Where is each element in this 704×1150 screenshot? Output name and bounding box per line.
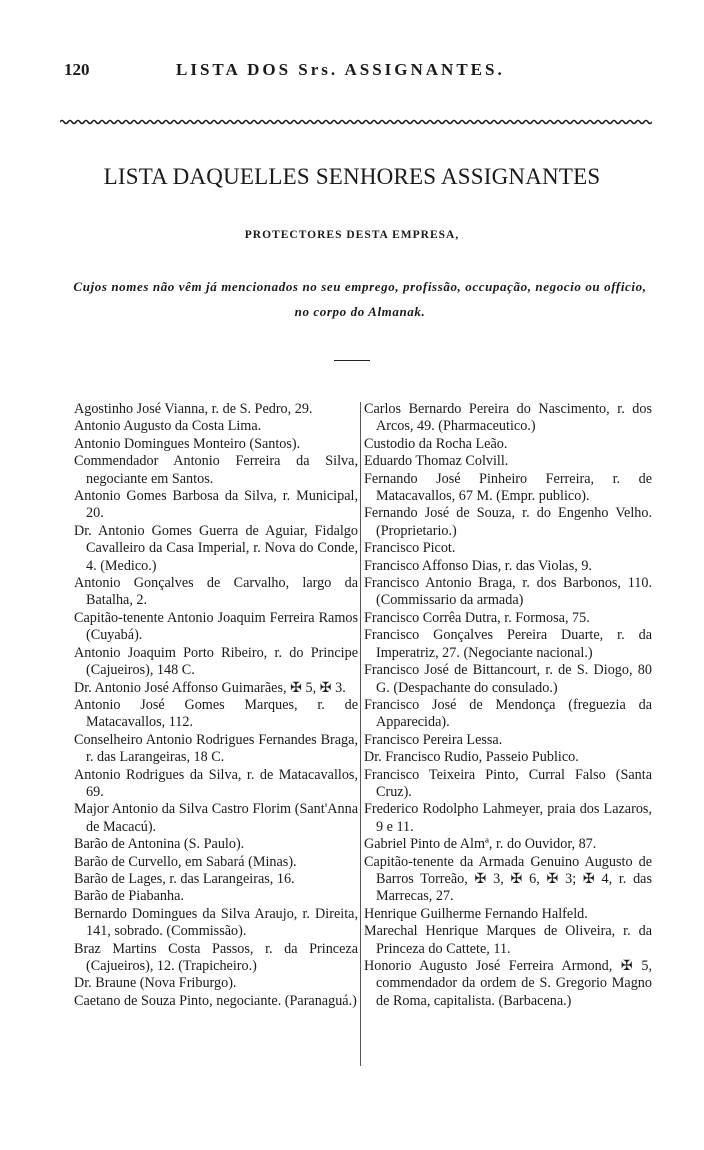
list-entry: Antonio Gonçalves de Carvalho, largo da Batalha, 2. <box>74 575 358 609</box>
right-column <box>364 401 652 1010</box>
list-entry: Bernardo Domingues da Silva Araujo, r. Direita, 141, sobrado. (Commissão). <box>74 905 358 940</box>
list-entry: Dr. Antonio José Affonso Guimarães, ✠ 5, ✠ 3. <box>74 679 346 696</box>
list-entry: Antonio Domingues Monteiro (Santos). <box>74 435 301 452</box>
list-entry: Francisco José de Mendonça (freguezia da Apparecida). <box>364 696 652 731</box>
column-divider <box>360 402 361 1066</box>
list-entry: Gabriel Pinto de Almª, r. do Ouvidor, 87. <box>364 836 597 853</box>
running-title: LISTA DOS Srs. ASSIGNANTES. <box>176 60 505 79</box>
list-entry: Antonio Gomes Barbosa da Silva, r. Municipal, 20. <box>74 488 358 522</box>
list-entry: Barão de Lages, r. das Larangeiras, 16. <box>74 870 295 887</box>
list-entry: Antonio Rodrigues da Silva, r. de Matacavallos, 69. <box>74 766 358 800</box>
list-entry: Barão de Curvello, em Sabará (Minas). <box>74 853 297 870</box>
list-entry: Fernando José de Souza, r. do Engenho Velho. (Proprietario.) <box>364 505 652 539</box>
list-entry: Major Antonio da Silva Castro Florim (Sant'Anna de Macacú). <box>74 801 358 835</box>
list-entry: Francisco Pereira Lessa. <box>364 731 503 748</box>
list-entry: Frederico Rodolpho Lahmeyer, praia dos Lazaros, 9 e 11. <box>364 801 652 835</box>
short-rule <box>334 360 370 361</box>
list-entry: Francisco José de Bittancourt, r. de S. Diogo, 80 G. (Despachante do consulado.) <box>364 662 652 696</box>
left-column <box>74 401 358 1010</box>
list-entry: Honorio Augusto José Ferreira Armond, ✠ 5, commendador da ordem de S. Gregorio Magno de Roma, capitalista. (Barbacena.) <box>364 958 652 1009</box>
running-head <box>64 60 654 84</box>
list-entry: Marechal Henrique Marques de Oliveira, r. da Princeza do Cattete, 11. <box>364 923 652 957</box>
list-entry: Fernando José Pinheiro Ferreira, r. de Matacavallos, 67 M. (Empr. publico). <box>364 470 652 505</box>
list-entry: Braz Martins Costa Passos, r. da Princeza (Cajueiros), 12. (Trapicheiro.) <box>74 940 358 974</box>
list-entry: Barão de Piabanha. <box>74 888 184 905</box>
ornamental-rule <box>60 118 652 126</box>
list-entry: Francisco Antonio Braga, r. dos Barbonos, 110. (Commissario da armada) <box>364 575 652 609</box>
list-entry: Antonio Joaquim Porto Ribeiro, r. do Principe (Cajueiros), 148 C. <box>74 644 358 679</box>
list-entry: Capitão-tenente Antonio Joaquim Ferreira Ramos (Cuyabá). <box>74 609 358 644</box>
list-entry: Dr. Francisco Rudio, Passeio Publico. <box>364 749 579 766</box>
list-entry: Commendador Antonio Ferreira da Silva, negociante em Santos. <box>74 453 358 487</box>
list-entry: Francisco Corrêa Dutra, r. Formosa, 75. <box>364 609 590 626</box>
list-entry: Carlos Bernardo Pereira do Nascimento, r. dos Arcos, 49. (Pharmaceutico.) <box>364 401 652 435</box>
list-entry: Francisco Gonçalves Pereira Duarte, r. da Imperatriz, 27. (Negociante nacional.) <box>364 627 652 661</box>
list-entry: Dr. Braune (Nova Friburgo). <box>74 975 237 992</box>
list-entry: Eduardo Thomaz Colvill. <box>364 453 509 470</box>
introductory-note: Cujos nomes não vêm já mencionados no seu emprego, profissão, occupação, negocio ou officio, no corpo do Almanak. <box>73 279 647 319</box>
page-number: 120 <box>64 60 90 79</box>
list-entry: Caetano de Souza Pinto, negociante. (Paranaguá.) <box>74 992 357 1009</box>
list-entry: Antonio Augusto da Costa Lima. <box>74 418 262 435</box>
list-title: LISTA DAQUELLES SENHORES ASSIGNANTES <box>103 164 601 189</box>
list-entry: Antonio José Gomes Marques, r. de Matacavallos, 112. <box>74 696 358 731</box>
list-entry: Henrique Guilherme Fernando Halfeld. <box>364 905 588 922</box>
list-entry: Custodio da Rocha Leão. <box>364 435 508 452</box>
subtitle: PROTECTORES DESTA EMPRESA, <box>244 229 460 241</box>
list-entry: Francisco Teixeira Pinto, Curral Falso (Santa Cruz). <box>364 766 652 800</box>
list-entry: Francisco Affonso Dias, r. das Violas, 9. <box>364 557 592 574</box>
list-entry: Agostinho José Vianna, r. de S. Pedro, 29. <box>74 401 313 417</box>
list-entry: Conselheiro Antonio Rodrigues Fernandes Braga, r. das Larangeiras, 18 C. <box>74 731 358 766</box>
list-entry: Barão de Antonina (S. Paulo). <box>74 836 245 853</box>
list-entry: Capitão-tenente da Armada Genuino Augusto de Barros Torreão, ✠ 3, ✠ 6, ✠ 3; ✠ 4, r. das Marrecas, 27. <box>364 853 652 905</box>
list-entry: Francisco Picot. <box>364 540 456 557</box>
list-entry: Dr. Antonio Gomes Guerra de Aguiar, Fidalgo Cavalleiro da Casa Imperial, r. Nova do Conde, 4. (Medico.) <box>74 522 358 574</box>
